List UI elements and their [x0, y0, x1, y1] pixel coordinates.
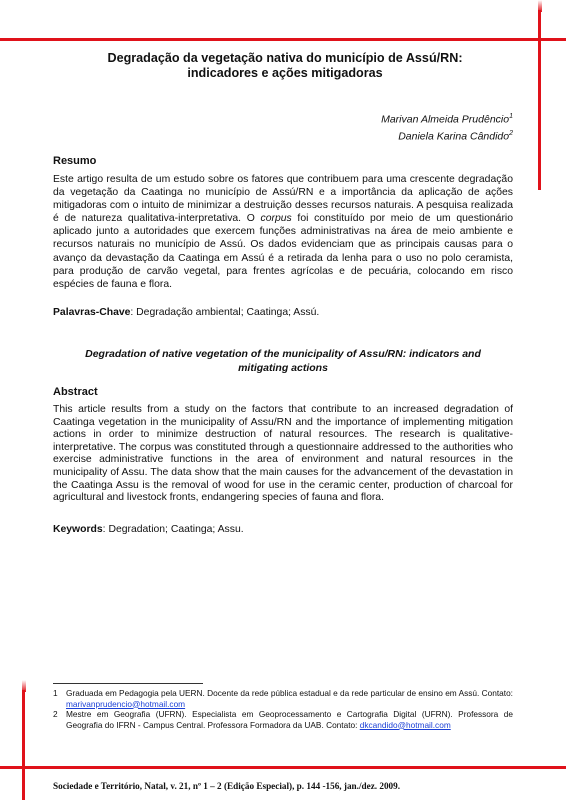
resumo-text-part1: Este artigo resulta de um estudo sobre os fatores que contribuem para uma crescente degradação da vegetação da Caatinga no município de Assú/RN e a importância da aplicação de ações mitigadoras com o intuito de minimizar a destruição desses recursos naturais. A pesquisa realizada é de natureza qualitativa-interpretativa. O	[53, 174, 513, 225]
footnote-1-number: 1	[53, 688, 58, 698]
abstract-keywords-text: : Degradation; Caatinga; Assu.	[102, 524, 244, 535]
bottom-left-red-fade	[22, 680, 26, 692]
resumo-text-part2: foi constituído por meio de um questionário aplicado junto a autoridades que exercem funções administrativas na área de meio ambiente e recursos naturais no município de Assú. Os dados evidenciam que as principais causas para o avanço da devastação da Caatinga em Assú é a retirada da lenha para o uso no polo ceramista, para produção de carvão vegetal, para frentes agrícolas e de pecuária, colocando em risco espécies de fauna e flora.	[53, 213, 513, 290]
resumo-paragraph	[53, 173, 513, 291]
footnote-1-text: Graduada em Pedagogia pela UERN. Docente da rede pública estadual e da rede particular de ensino em Assú. Contato:	[66, 688, 513, 698]
resumo-keywords-label: Palavras-Chave	[53, 307, 131, 318]
footnotes	[53, 688, 513, 730]
article-title	[80, 51, 490, 81]
english-title	[53, 347, 513, 375]
footnote-2	[53, 709, 513, 730]
footnote-1	[53, 688, 513, 709]
resumo-heading: Resumo	[53, 155, 97, 167]
footnote-2-body	[66, 709, 513, 730]
resumo-corpus-word: corpus	[260, 213, 292, 225]
resumo-keywords	[53, 306, 513, 319]
resumo-keywords-text: : Degradação ambiental; Caatinga; Assú.	[130, 307, 320, 318]
abstract-keywords	[53, 523, 513, 536]
footnote-1-body	[66, 688, 513, 709]
english-title-line2: mitigating actions	[238, 362, 328, 374]
top-red-rule	[0, 38, 566, 41]
footnote-2-text: Mestre em Geografia (UFRN). Especialista em Geoprocessamento e Cartografia Digital (UFRN). Professora de Geografia do IFRN - Campus Central. Professora Formadora da UAB. Contato:	[66, 709, 513, 730]
top-right-red-bar	[538, 10, 541, 190]
english-title-line1: Degradation of native vegetation of the municipality of Assu/RN: indicators and	[85, 348, 481, 360]
footnote-2-email-link[interactable]: dkcandido@hotmail.com	[359, 719, 451, 730]
author-1-note: 1	[509, 113, 513, 120]
top-right-red-fade	[538, 0, 542, 12]
journal-citation-footer: Sociedade e Território, Natal, v. 21, nº 1 – 2 (Edição Especial), p. 144 -156, jan./dez. 2009.	[53, 781, 401, 791]
author-2-note: 2	[509, 129, 513, 137]
bottom-red-rule	[0, 766, 566, 769]
footnote-1-email-link[interactable]: marivanprudencio@hotmail.com	[66, 698, 186, 709]
abstract-keywords-label: Keywords	[53, 524, 103, 535]
article-title-line1: Degradação da vegetação nativa do município de Assú/RN:	[107, 51, 463, 65]
authors-block	[381, 110, 513, 143]
author-1	[381, 110, 513, 127]
author-2	[381, 127, 513, 144]
abstract-heading: Abstract	[53, 386, 98, 398]
article-title-line2: indicadores e ações mitigadoras	[187, 66, 383, 80]
abstract-paragraph: This article results from a study on the factors that contribute to an increased degradation of Caatinga vegetation in the municipality of Assu/RN and the importance of implementing mitigation actions in order to minimize destruction of natural resources. The research is qualitative-interpretative. The corpus was constituted through a questionnaire addressed to the authorities who exercise administrative functions in the area of environment and natural resources in the municipality of Assu. The data show that the main causes for the advancement of the devastation in the Caatinga Assu is the removal of wood for use in the ceramic center, production of charcoal for agricultural and livestock fronts, endangering species of fauna and flora.	[53, 404, 513, 504]
bottom-left-red-bar	[22, 690, 25, 800]
footnote-separator	[53, 683, 203, 684]
author-1-name: Marivan Almeida Prudêncio	[381, 113, 510, 126]
footnote-2-number: 2	[53, 709, 58, 719]
author-2-name: Daniela Karina Cândido	[398, 130, 510, 142]
